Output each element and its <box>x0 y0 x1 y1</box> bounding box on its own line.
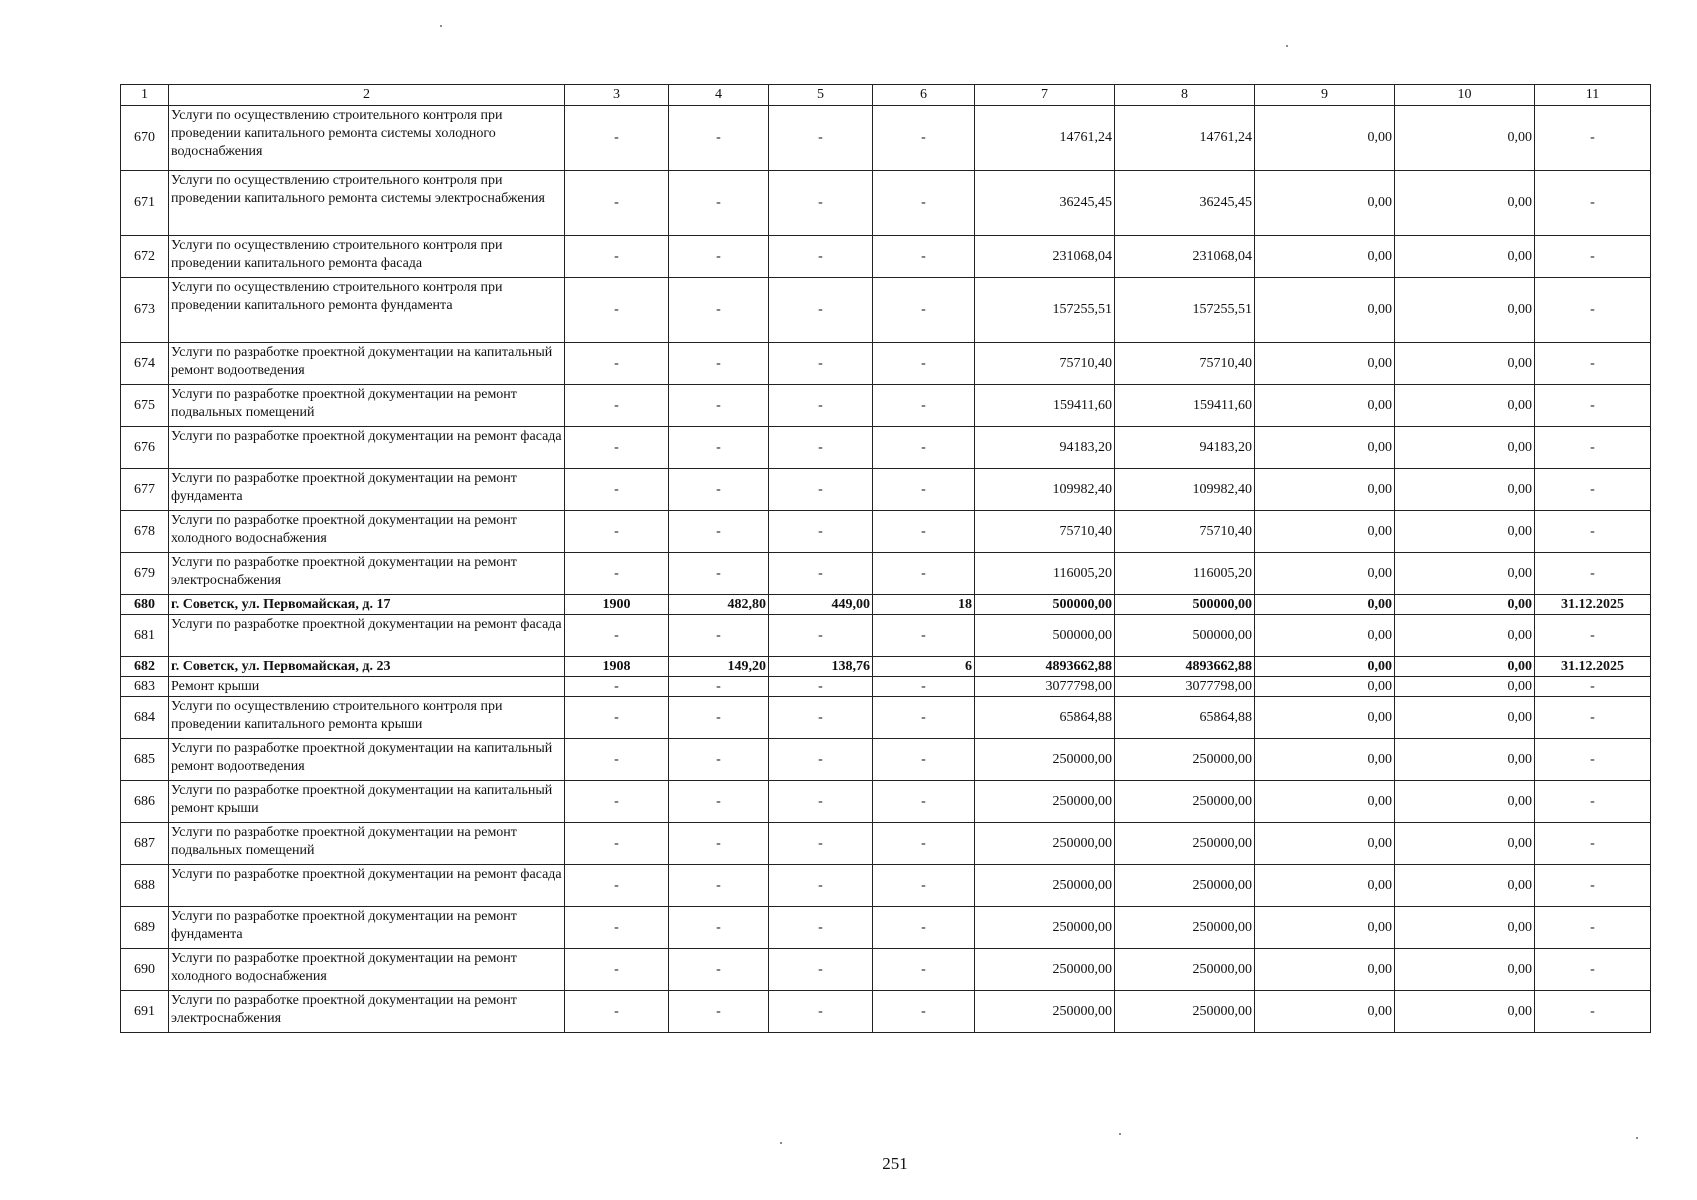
col3-value: - <box>565 106 669 171</box>
col5-value: - <box>769 385 873 427</box>
col9-value: 0,00 <box>1255 427 1395 469</box>
row-description: г. Советск, ул. Первомайская, д. 17 <box>169 595 565 615</box>
table-row <box>121 615 1651 657</box>
col10-value: 0,00 <box>1395 657 1535 677</box>
col4-value: - <box>669 427 769 469</box>
row-description: Услуги по разработке проектной документации на капитальный ремонт водоотведения <box>169 739 565 781</box>
table-row <box>121 343 1651 385</box>
row-number: 675 <box>121 385 169 427</box>
col6-value: - <box>873 278 975 343</box>
col7-value: 75710,40 <box>975 343 1115 385</box>
col10-value: 0,00 <box>1395 865 1535 907</box>
col6-value: - <box>873 823 975 865</box>
col-header: 11 <box>1535 85 1651 106</box>
col5-value: 449,00 <box>769 595 873 615</box>
col4-value: 482,80 <box>669 595 769 615</box>
table-row <box>121 553 1651 595</box>
col10-value: 0,00 <box>1395 427 1535 469</box>
col8-value: 250000,00 <box>1115 781 1255 823</box>
col3-value: - <box>565 677 669 697</box>
col5-value: - <box>769 236 873 278</box>
col3-value: - <box>565 278 669 343</box>
row-number: 678 <box>121 511 169 553</box>
col10-value: 0,00 <box>1395 595 1535 615</box>
row-description: Услуги по разработке проектной документации на ремонт электроснабжения <box>169 991 565 1033</box>
col5-value: - <box>769 739 873 781</box>
col5-value: - <box>769 106 873 171</box>
col5-value: - <box>769 553 873 595</box>
col3-value: 1900 <box>565 595 669 615</box>
col10-value: 0,00 <box>1395 739 1535 781</box>
col9-value: 0,00 <box>1255 385 1395 427</box>
col4-value: - <box>669 553 769 595</box>
table-row <box>121 171 1651 236</box>
col6-value: 6 <box>873 657 975 677</box>
col11-value: - <box>1535 385 1651 427</box>
col3-value: - <box>565 991 669 1033</box>
col11-value: - <box>1535 343 1651 385</box>
table-row <box>121 991 1651 1033</box>
col7-value: 250000,00 <box>975 781 1115 823</box>
col10-value: 0,00 <box>1395 278 1535 343</box>
row-number: 672 <box>121 236 169 278</box>
col10-value: 0,00 <box>1395 236 1535 278</box>
page-number: 251 <box>882 1154 908 1173</box>
col8-value: 4893662,88 <box>1115 657 1255 677</box>
table-row <box>121 278 1651 343</box>
row-description: Услуги по осуществлению строительного контроля при проведении капитального ремонта крыши <box>169 697 565 739</box>
col8-value: 116005,20 <box>1115 553 1255 595</box>
col11-value: - <box>1535 949 1651 991</box>
col4-value: - <box>669 278 769 343</box>
col5-value: - <box>769 511 873 553</box>
col3-value: - <box>565 511 669 553</box>
row-description: Услуги по разработке проектной документации на ремонт фасада <box>169 615 565 657</box>
col9-value: 0,00 <box>1255 511 1395 553</box>
col9-value: 0,00 <box>1255 615 1395 657</box>
col6-value: - <box>873 385 975 427</box>
col7-value: 159411,60 <box>975 385 1115 427</box>
col3-value: - <box>565 781 669 823</box>
col6-value: - <box>873 343 975 385</box>
col5-value: - <box>769 991 873 1033</box>
col-header: 8 <box>1115 85 1255 106</box>
col8-value: 75710,40 <box>1115 511 1255 553</box>
col-header: 10 <box>1395 85 1535 106</box>
table-row <box>121 427 1651 469</box>
row-number: 677 <box>121 469 169 511</box>
table-row <box>121 677 1651 697</box>
col8-value: 500000,00 <box>1115 595 1255 615</box>
col10-value: 0,00 <box>1395 697 1535 739</box>
col3-value: - <box>565 469 669 511</box>
col3-value: - <box>565 343 669 385</box>
row-number: 684 <box>121 697 169 739</box>
col6-value: 18 <box>873 595 975 615</box>
col9-value: 0,00 <box>1255 823 1395 865</box>
row-description: Услуги по разработке проектной документации на ремонт фасада <box>169 865 565 907</box>
col9-value: 0,00 <box>1255 865 1395 907</box>
col11-value: - <box>1535 278 1651 343</box>
col11-value: - <box>1535 781 1651 823</box>
col5-value: - <box>769 697 873 739</box>
col8-value: 250000,00 <box>1115 823 1255 865</box>
col11-value: - <box>1535 823 1651 865</box>
col3-value: - <box>565 171 669 236</box>
col4-value: - <box>669 991 769 1033</box>
col11-value: 31.12.2025 <box>1535 657 1651 677</box>
col4-value: - <box>669 343 769 385</box>
col6-value: - <box>873 907 975 949</box>
col11-value: - <box>1535 553 1651 595</box>
col8-value: 94183,20 <box>1115 427 1255 469</box>
col4-value: - <box>669 781 769 823</box>
row-number: 690 <box>121 949 169 991</box>
col11-value: - <box>1535 469 1651 511</box>
row-description: Услуги по разработке проектной документации на ремонт фундамента <box>169 469 565 511</box>
scan-speck <box>780 1142 782 1144</box>
col5-value: - <box>769 823 873 865</box>
col10-value: 0,00 <box>1395 553 1535 595</box>
row-number: 680 <box>121 595 169 615</box>
col4-value: - <box>669 949 769 991</box>
row-number: 674 <box>121 343 169 385</box>
col7-value: 250000,00 <box>975 907 1115 949</box>
row-description: Ремонт крыши <box>169 677 565 697</box>
col6-value: - <box>873 781 975 823</box>
row-description: Услуги по разработке проектной документации на ремонт электроснабжения <box>169 553 565 595</box>
col10-value: 0,00 <box>1395 907 1535 949</box>
col10-value: 0,00 <box>1395 781 1535 823</box>
col5-value: - <box>769 677 873 697</box>
col8-value: 159411,60 <box>1115 385 1255 427</box>
col8-value: 250000,00 <box>1115 907 1255 949</box>
col11-value: - <box>1535 677 1651 697</box>
col6-value: - <box>873 469 975 511</box>
col7-value: 65864,88 <box>975 697 1115 739</box>
col7-value: 250000,00 <box>975 949 1115 991</box>
col4-value: - <box>669 677 769 697</box>
table-row <box>121 511 1651 553</box>
col7-value: 250000,00 <box>975 739 1115 781</box>
row-description: Услуги по разработке проектной документации на капитальный ремонт водоотведения <box>169 343 565 385</box>
col6-value: - <box>873 697 975 739</box>
row-number: 685 <box>121 739 169 781</box>
col4-value: - <box>669 739 769 781</box>
col8-value: 250000,00 <box>1115 865 1255 907</box>
col6-value: - <box>873 739 975 781</box>
col-header: 2 <box>169 85 565 106</box>
col7-value: 500000,00 <box>975 615 1115 657</box>
row-description: Услуги по разработке проектной документации на ремонт подвальных помещений <box>169 385 565 427</box>
col11-value: 31.12.2025 <box>1535 595 1651 615</box>
table-row <box>121 236 1651 278</box>
col9-value: 0,00 <box>1255 677 1395 697</box>
row-description: Услуги по разработке проектной документации на ремонт фундамента <box>169 907 565 949</box>
table-row <box>121 949 1651 991</box>
col3-value: - <box>565 615 669 657</box>
table-row <box>121 106 1651 171</box>
table-row <box>121 781 1651 823</box>
col3-value: - <box>565 907 669 949</box>
col8-value: 14761,24 <box>1115 106 1255 171</box>
row-description: Услуги по осуществлению строительного контроля при проведении капитального ремонта фундамента <box>169 278 565 343</box>
col4-value: 149,20 <box>669 657 769 677</box>
col8-value: 250000,00 <box>1115 991 1255 1033</box>
col9-value: 0,00 <box>1255 343 1395 385</box>
col8-value: 75710,40 <box>1115 343 1255 385</box>
row-number: 682 <box>121 657 169 677</box>
col4-value: - <box>669 865 769 907</box>
table-row <box>121 385 1651 427</box>
col7-value: 109982,40 <box>975 469 1115 511</box>
col8-value: 231068,04 <box>1115 236 1255 278</box>
column-number-header <box>121 85 1651 106</box>
row-description: Услуги по разработке проектной документации на ремонт холодного водоснабжения <box>169 511 565 553</box>
col4-value: - <box>669 106 769 171</box>
col11-value: - <box>1535 991 1651 1033</box>
col11-value: - <box>1535 697 1651 739</box>
col10-value: 0,00 <box>1395 106 1535 171</box>
col7-value: 4893662,88 <box>975 657 1115 677</box>
col9-value: 0,00 <box>1255 236 1395 278</box>
col7-value: 250000,00 <box>975 991 1115 1033</box>
col9-value: 0,00 <box>1255 553 1395 595</box>
col3-value: - <box>565 427 669 469</box>
col5-value: - <box>769 907 873 949</box>
address-row <box>121 657 1651 677</box>
row-description: Услуги по разработке проектной документации на ремонт подвальных помещений <box>169 823 565 865</box>
col9-value: 0,00 <box>1255 171 1395 236</box>
col7-value: 116005,20 <box>975 553 1115 595</box>
col5-value: - <box>769 949 873 991</box>
col4-value: - <box>669 171 769 236</box>
col11-value: - <box>1535 236 1651 278</box>
col7-value: 75710,40 <box>975 511 1115 553</box>
col5-value: - <box>769 865 873 907</box>
col7-value: 36245,45 <box>975 171 1115 236</box>
col10-value: 0,00 <box>1395 385 1535 427</box>
col9-value: 0,00 <box>1255 657 1395 677</box>
col5-value: - <box>769 427 873 469</box>
col3-value: - <box>565 553 669 595</box>
col7-value: 14761,24 <box>975 106 1115 171</box>
col6-value: - <box>873 236 975 278</box>
col3-value: - <box>565 739 669 781</box>
col6-value: - <box>873 991 975 1033</box>
col11-value: - <box>1535 865 1651 907</box>
col5-value: - <box>769 343 873 385</box>
row-number: 686 <box>121 781 169 823</box>
col9-value: 0,00 <box>1255 469 1395 511</box>
repair-program-table <box>120 84 1651 1033</box>
col-header: 5 <box>769 85 873 106</box>
row-description: Услуги по разработке проектной документации на ремонт фасада <box>169 427 565 469</box>
col9-value: 0,00 <box>1255 949 1395 991</box>
col5-value: - <box>769 781 873 823</box>
col6-value: - <box>873 615 975 657</box>
row-number: 671 <box>121 171 169 236</box>
table-row <box>121 865 1651 907</box>
col-header: 4 <box>669 85 769 106</box>
row-description: Услуги по осуществлению строительного контроля при проведении капитального ремонта фасада <box>169 236 565 278</box>
col9-value: 0,00 <box>1255 907 1395 949</box>
col7-value: 94183,20 <box>975 427 1115 469</box>
row-number: 691 <box>121 991 169 1033</box>
col11-value: - <box>1535 511 1651 553</box>
col-header: 3 <box>565 85 669 106</box>
col9-value: 0,00 <box>1255 781 1395 823</box>
col6-value: - <box>873 106 975 171</box>
col4-value: - <box>669 385 769 427</box>
table-row <box>121 823 1651 865</box>
col11-value: - <box>1535 427 1651 469</box>
row-number: 688 <box>121 865 169 907</box>
col7-value: 250000,00 <box>975 865 1115 907</box>
table-row <box>121 739 1651 781</box>
table-row <box>121 469 1651 511</box>
row-number: 670 <box>121 106 169 171</box>
scan-speck <box>1286 45 1288 47</box>
col-header: 6 <box>873 85 975 106</box>
col10-value: 0,00 <box>1395 949 1535 991</box>
col8-value: 157255,51 <box>1115 278 1255 343</box>
col10-value: 0,00 <box>1395 615 1535 657</box>
col6-value: - <box>873 949 975 991</box>
col11-value: - <box>1535 615 1651 657</box>
col3-value: - <box>565 697 669 739</box>
row-description: г. Советск, ул. Первомайская, д. 23 <box>169 657 565 677</box>
col9-value: 0,00 <box>1255 106 1395 171</box>
col7-value: 3077798,00 <box>975 677 1115 697</box>
row-number: 673 <box>121 278 169 343</box>
scan-speck <box>440 25 442 27</box>
scan-speck <box>1119 1133 1121 1135</box>
col10-value: 0,00 <box>1395 171 1535 236</box>
col8-value: 250000,00 <box>1115 949 1255 991</box>
col4-value: - <box>669 511 769 553</box>
col-header: 9 <box>1255 85 1395 106</box>
col7-value: 157255,51 <box>975 278 1115 343</box>
table-row <box>121 907 1651 949</box>
col5-value: - <box>769 469 873 511</box>
row-number: 676 <box>121 427 169 469</box>
row-number: 683 <box>121 677 169 697</box>
col4-value: - <box>669 615 769 657</box>
col7-value: 231068,04 <box>975 236 1115 278</box>
col6-value: - <box>873 553 975 595</box>
row-description: Услуги по разработке проектной документации на капитальный ремонт крыши <box>169 781 565 823</box>
col7-value: 250000,00 <box>975 823 1115 865</box>
col6-value: - <box>873 511 975 553</box>
col5-value: - <box>769 615 873 657</box>
col5-value: - <box>769 171 873 236</box>
table-body <box>121 106 1651 1033</box>
col10-value: 0,00 <box>1395 469 1535 511</box>
row-number: 689 <box>121 907 169 949</box>
col6-value: - <box>873 865 975 907</box>
col8-value: 500000,00 <box>1115 615 1255 657</box>
col5-value: - <box>769 278 873 343</box>
col3-value: - <box>565 236 669 278</box>
col4-value: - <box>669 697 769 739</box>
col9-value: 0,00 <box>1255 991 1395 1033</box>
row-number: 681 <box>121 615 169 657</box>
document-sheet <box>120 84 1651 1033</box>
col10-value: 0,00 <box>1395 677 1535 697</box>
col9-value: 0,00 <box>1255 595 1395 615</box>
col4-value: - <box>669 469 769 511</box>
col5-value: 138,76 <box>769 657 873 677</box>
col8-value: 109982,40 <box>1115 469 1255 511</box>
col-header: 7 <box>975 85 1115 106</box>
col4-value: - <box>669 236 769 278</box>
col4-value: - <box>669 907 769 949</box>
col10-value: 0,00 <box>1395 991 1535 1033</box>
row-description: Услуги по разработке проектной документации на ремонт холодного водоснабжения <box>169 949 565 991</box>
col8-value: 250000,00 <box>1115 739 1255 781</box>
col9-value: 0,00 <box>1255 278 1395 343</box>
col10-value: 0,00 <box>1395 343 1535 385</box>
col8-value: 36245,45 <box>1115 171 1255 236</box>
col10-value: 0,00 <box>1395 511 1535 553</box>
col6-value: - <box>873 171 975 236</box>
row-description: Услуги по осуществлению строительного контроля при проведении капитального ремонта системы электроснабжения <box>169 171 565 236</box>
col10-value: 0,00 <box>1395 823 1535 865</box>
col3-value: - <box>565 865 669 907</box>
col6-value: - <box>873 677 975 697</box>
col8-value: 65864,88 <box>1115 697 1255 739</box>
col11-value: - <box>1535 739 1651 781</box>
col4-value: - <box>669 823 769 865</box>
row-number: 679 <box>121 553 169 595</box>
col3-value: 1908 <box>565 657 669 677</box>
col-header: 1 <box>121 85 169 106</box>
col6-value: - <box>873 427 975 469</box>
col3-value: - <box>565 385 669 427</box>
table-row <box>121 697 1651 739</box>
col8-value: 3077798,00 <box>1115 677 1255 697</box>
address-row <box>121 595 1651 615</box>
col11-value: - <box>1535 106 1651 171</box>
col11-value: - <box>1535 907 1651 949</box>
row-number: 687 <box>121 823 169 865</box>
col9-value: 0,00 <box>1255 739 1395 781</box>
scan-speck <box>1636 1137 1638 1139</box>
row-description: Услуги по осуществлению строительного контроля при проведении капитального ремонта системы холодного водоснабжения <box>169 106 565 171</box>
col3-value: - <box>565 949 669 991</box>
col9-value: 0,00 <box>1255 697 1395 739</box>
col3-value: - <box>565 823 669 865</box>
col7-value: 500000,00 <box>975 595 1115 615</box>
col11-value: - <box>1535 171 1651 236</box>
